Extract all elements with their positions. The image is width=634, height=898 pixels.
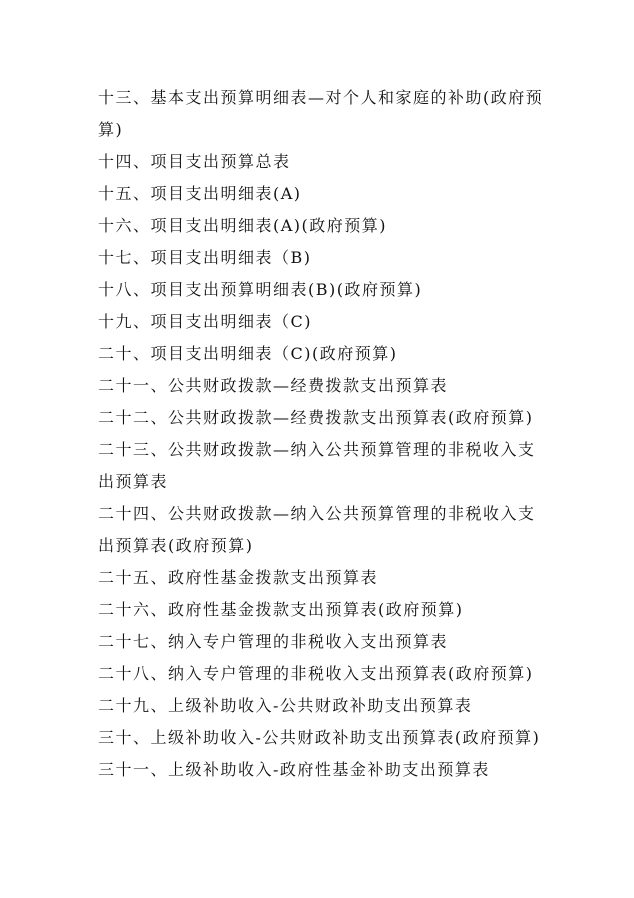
toc-item: 十八、项目支出预算明细表(B)(政府预算) xyxy=(98,280,423,299)
toc-item: 三十、上级补助收入-公共财政补助支出预算表(政府预算) xyxy=(98,728,541,747)
toc-item: 二十九、上级补助收入-公共财政补助支出预算表 xyxy=(98,696,473,715)
toc-item: 十九、项目支出明细表（C) xyxy=(98,312,312,331)
toc-item: 三十一、上级补助收入-政府性基金补助支出预算表 xyxy=(98,760,490,779)
toc-item: 十五、项目支出明细表(A) xyxy=(98,184,302,203)
toc-item: 十七、项目支出明细表（B) xyxy=(98,248,312,267)
toc-item: 十三、基本支出预算明细表—对个人和家庭的补助(政府预算) xyxy=(98,88,544,139)
table-of-contents-list xyxy=(98,82,548,786)
toc-item: 二十五、政府性基金拨款支出预算表 xyxy=(98,568,379,587)
toc-item: 二十四、公共财政拨款—纳入公共预算管理的非税收入支出预算表(政府预算) xyxy=(98,504,536,555)
toc-item: 二十三、公共财政拨款—纳入公共预算管理的非税收入支出预算表 xyxy=(98,440,536,491)
toc-item: 二十八、纳入专户管理的非税收入支出预算表(政府预算) xyxy=(98,664,534,683)
toc-item: 二十一、公共财政拨款—经费拨款支出预算表 xyxy=(98,376,449,395)
toc-item: 二十二、公共财政拨款—经费拨款支出预算表(政府预算) xyxy=(98,408,534,427)
toc-item: 十六、项目支出明细表(A)(政府预算) xyxy=(98,216,388,235)
toc-item: 二十七、纳入专户管理的非税收入支出预算表 xyxy=(98,632,449,651)
toc-item: 二十六、政府性基金拨款支出预算表(政府预算) xyxy=(98,600,464,619)
toc-item: 十四、项目支出预算总表 xyxy=(98,152,291,171)
toc-item: 二十、项目支出明细表（C)(政府预算) xyxy=(98,344,398,363)
